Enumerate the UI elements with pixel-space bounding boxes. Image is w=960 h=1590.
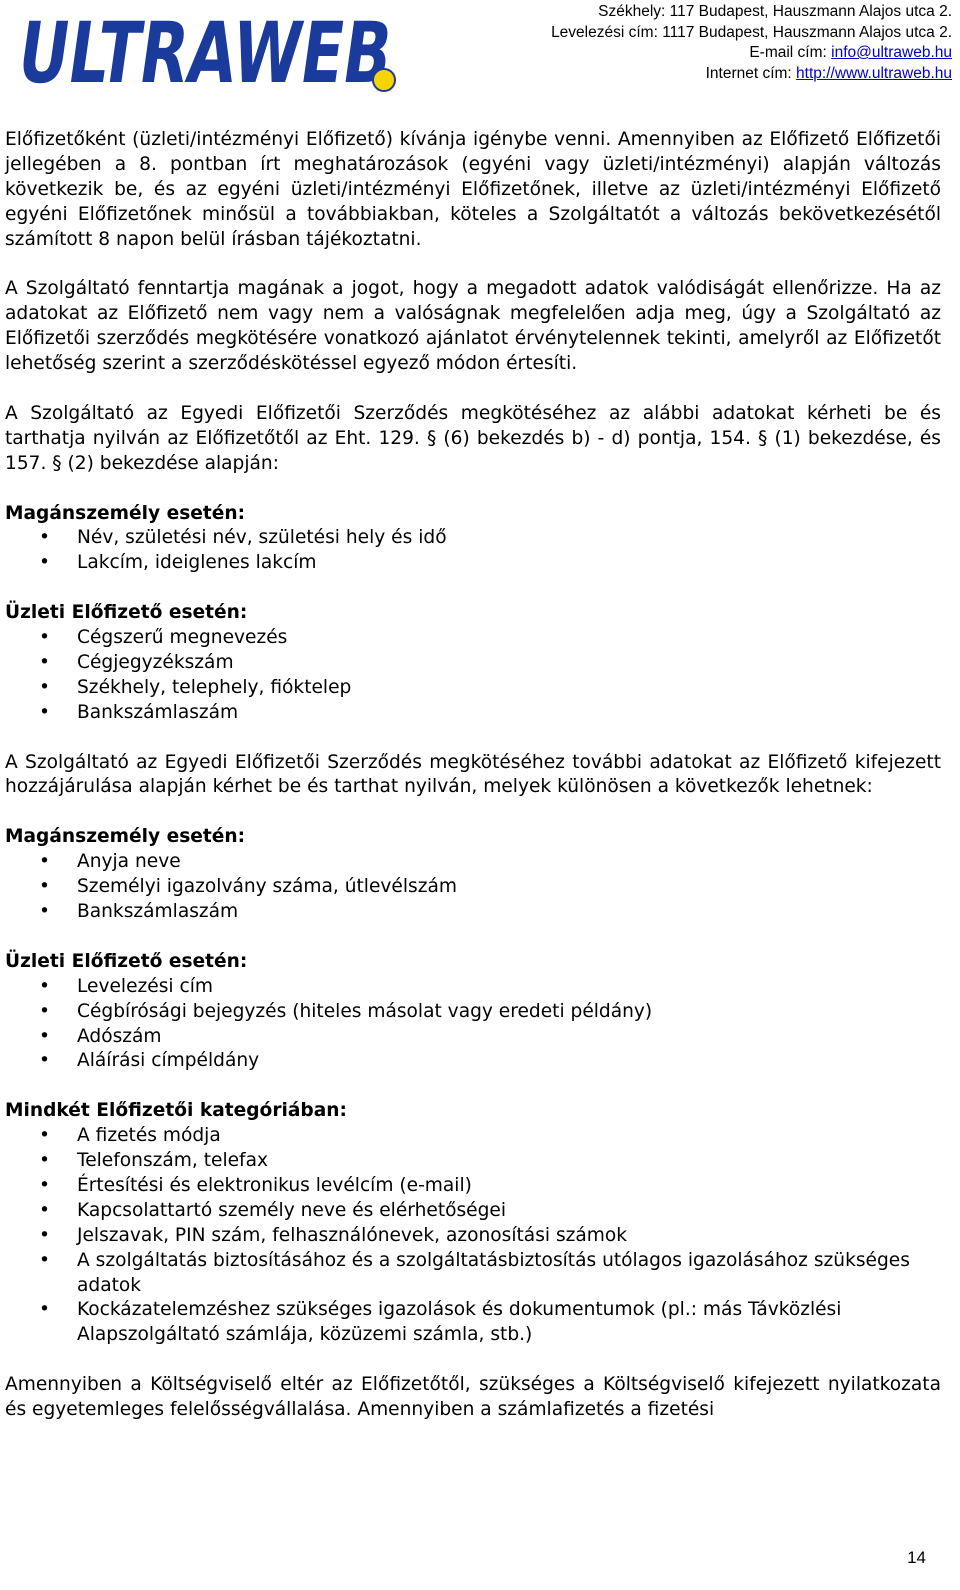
list-item-text: Adószám xyxy=(77,1025,162,1047)
list-item xyxy=(5,1049,941,1074)
bullet-list xyxy=(5,850,941,925)
list-item xyxy=(5,900,941,925)
list-item xyxy=(5,850,941,875)
ultraweb-logo xyxy=(8,4,532,102)
bullet-icon: • xyxy=(39,851,50,873)
paragraph: A Szolgáltató az Egyedi Előfizetői Szerződés megkötéséhez az alábbi adatokat kérheti be és tarthatja nyilván az Előfizetőtől az Eht. 129. § (6) bekezdés b) - d) pontja, 154. § (1) bekezdése, és 157. § (2) bekezdése alapján: xyxy=(5,402,941,474)
paragraph: Előfizetőként (üzleti/intézményi Előfizető) kívánja igénybe venni. Amennyiben az Előfizető Előfizetői jellegében a 8. pontban írt meghatározások (egyéni vagy üzleti/intézményi) alapján változás következik be, és az egyéni üzleti/intézményi Előfizetőnek, illetve az üzleti/intézményi Előfizető egyéni Előfizetőnek minősül a továbbiakban, köteles a Szolgáltatót a változás bekövetkezésétől számított 8 napon belül írásban tájékoztatni. xyxy=(5,129,941,250)
section-heading: Mindkét Előfizetői kategóriában: xyxy=(5,1100,347,1122)
bullet-icon: • xyxy=(39,527,50,549)
page-number: 14 xyxy=(907,1548,926,1567)
paragraph: A Szolgáltató fenntartja magának a jogot, hogy a megadott adatok valódiságát ellenőrizze. Ha az adatokat az Előfizető nem vagy nem a valóságnak megfelelően adja meg, úgy a Szolgáltató az Előfizetői szerződés megkötésére vonatkozó ajánlatot érvénytelennek tekinti, amelyről az Előfizetőt lehetőség szerint a szerződéskötéssel egyező módon értesíti. xyxy=(5,278,941,375)
section-heading: Magánszemély esetén: xyxy=(5,826,246,848)
list-item-text: A fizetés módja xyxy=(77,1125,221,1147)
bullet-icon: • xyxy=(39,1224,50,1246)
list-item-text: Levelezési cím xyxy=(77,975,213,997)
bullet-icon: • xyxy=(39,901,50,922)
paragraph: A Szolgáltató az Egyedi Előfizetői Szerződés megkötéséhez további adatokat az Előfizető kifejezett hozzájárulása alapján kérhet be és tarthat nyilván, melyek különösen a következők lehetnek: xyxy=(5,751,941,798)
section-heading: Üzleti Előfizető esetén: xyxy=(5,950,248,972)
list-item-text: A szolgáltatás biztosításához és a szolgáltatásbiztosítás utólagos igazolásához szükséges adatok xyxy=(77,1249,910,1296)
list-item-text: Telefonszám, telefax xyxy=(77,1150,269,1172)
list-item xyxy=(5,526,941,551)
list-item-text: Név, születési név, születési hely és idő xyxy=(77,527,447,549)
mail-address: Levelezési cím: 1117 Budapest, Hauszmann Alajos utca 2. xyxy=(551,23,952,41)
list-item-text: Anyja neve xyxy=(77,851,181,873)
list-item xyxy=(5,1000,941,1025)
svg-text:ULTRAWEB: ULTRAWEB xyxy=(12,4,532,102)
bullet-icon: • xyxy=(39,1125,50,1147)
bullet-icon: • xyxy=(39,1000,50,1022)
list-item xyxy=(5,1199,941,1224)
list-item xyxy=(5,1298,941,1348)
bullet-list xyxy=(5,526,941,576)
list-item xyxy=(5,875,941,900)
list-item-text: Székhely, telephely, fióktelep xyxy=(77,676,352,698)
web-label: Internet cím: xyxy=(705,64,797,82)
list-item-text: Cégjegyzékszám xyxy=(77,651,234,673)
email-label: E-mail cím: xyxy=(749,44,832,61)
email-line xyxy=(551,43,952,64)
list-item xyxy=(5,1025,941,1050)
web-link[interactable]: http://www.ultraweb.hu xyxy=(796,64,952,82)
list-item xyxy=(5,1124,941,1149)
bullet-icon: • xyxy=(39,876,50,898)
bullet-icon: • xyxy=(39,1249,50,1271)
bullet-icon: • xyxy=(39,1299,50,1321)
list-item-text: Bankszámlaszám xyxy=(77,901,239,922)
bullet-icon: • xyxy=(39,975,50,997)
bullet-icon: • xyxy=(39,627,50,649)
list-item-text: Kapcsolattartó személy neve és elérhetőségei xyxy=(77,1199,507,1221)
bullet-icon: • xyxy=(39,1050,50,1072)
list-item xyxy=(5,626,941,651)
list-item-text: Bankszámlaszám xyxy=(77,701,239,723)
list-item-text: Lakcím, ideiglenes lakcím xyxy=(77,552,317,574)
bullet-icon: • xyxy=(39,1174,50,1196)
bullet-icon: • xyxy=(39,651,50,673)
document-body xyxy=(5,128,941,1448)
paragraph: Amennyiben a Költségviselő eltér az Előfizetőtől, szükséges a Költségviselő kifejezett nyilatkozata és egyetemleges felelősségvállalása. Amennyiben a számlafizetés a fizetési xyxy=(5,1374,941,1421)
contact-info xyxy=(551,2,952,84)
web-line xyxy=(551,64,952,85)
list-item xyxy=(5,975,941,1000)
seat-address: Székhely: 117 Budapest, Hauszmann Alajos utca 2. xyxy=(598,3,952,20)
list-item-text: Kockázatelemzéshez szükséges igazolások és dokumentumok (pl.: más Távközlési Alapszolgáltató számlája, közüzemi számla, stb.) xyxy=(77,1299,842,1346)
section-heading: Magánszemély esetén: xyxy=(5,502,246,524)
bullet-list xyxy=(5,975,941,1075)
list-item xyxy=(5,1249,941,1299)
bullet-icon: • xyxy=(39,552,50,574)
email-link[interactable]: info@ultraweb.hu xyxy=(831,44,952,61)
bullet-icon: • xyxy=(39,676,50,698)
section-heading: Üzleti Előfizető esetén: xyxy=(5,602,248,624)
bullet-list xyxy=(5,1124,941,1348)
page-header xyxy=(0,0,960,105)
list-item-text: Cégszerű megnevezés xyxy=(77,627,288,649)
list-item-text: Személyi igazolvány száma, útlevélszám xyxy=(77,876,457,898)
bullet-icon: • xyxy=(39,1150,50,1172)
list-item-text: Cégbírósági bejegyzés (hiteles másolat vagy eredeti példány) xyxy=(77,1000,653,1022)
bullet-icon: • xyxy=(39,1199,50,1221)
list-item xyxy=(5,701,941,726)
list-item xyxy=(5,1149,941,1174)
list-item xyxy=(5,551,941,576)
list-item-text: Értesítési és elektronikus levélcím (e-mail) xyxy=(77,1174,472,1196)
bullet-icon: • xyxy=(39,701,50,723)
bullet-list xyxy=(5,626,941,726)
list-item xyxy=(5,651,941,676)
list-item xyxy=(5,676,941,701)
list-item-text: Aláírási címpéldány xyxy=(77,1050,260,1072)
list-item-text: Jelszavak, PIN szám, felhasználónevek, azonosítási számok xyxy=(77,1224,628,1246)
list-item xyxy=(5,1224,941,1249)
list-item xyxy=(5,1174,941,1199)
bullet-icon: • xyxy=(39,1025,50,1047)
